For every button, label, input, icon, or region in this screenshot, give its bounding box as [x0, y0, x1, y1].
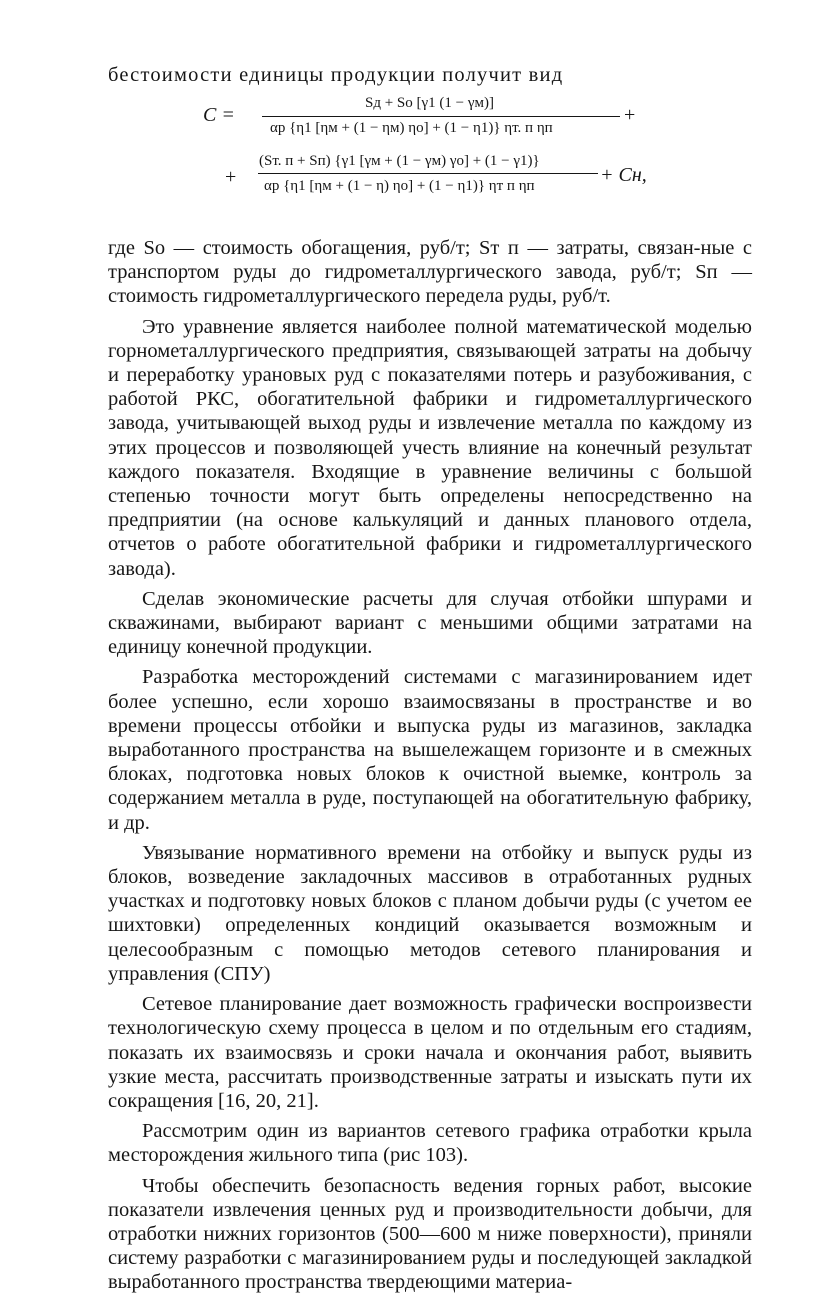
paragraph-network-planning: Сетевое планирование дает возможность графически воспроизвести технологическую схему процесса в целом и по отдельным его стадиям, показать их взаимосвязь и сроки начала и окончания работ, выявить узкие места, рассчитать производственные затраты и изыскать пути их сокращения [16, 20, 21].	[108, 993, 752, 1112]
formula-term1-numerator: Sд + Sо [γ1 (1 − γм)]	[365, 95, 494, 111]
formula-lhs: C =	[203, 104, 235, 126]
paragraph-magazining: Разработка месторождений системами с магазинированием идет более успешно, если хорошо взаимосвязаны в пространстве и во времени процессы отбойки и выпуска руды из магазинов, закладка выработанного пространства на вышележащем горизонте и в смежных блоках, подготовка новых блоков к очистной выемке, контроль за содержанием металла в руде, поступающей на обогатительную фабрику, и др.	[108, 666, 752, 834]
paragraph-safety: Чтобы обеспечить безопасность ведения горных работ, высокие показатели извлечения ценных руд и производительности добычи, для отработки нижних горизонтов (500—600 м ниже поверхности), приняли систему разработки с магазинированием руды и последующей закладкой выработанного пространства твердеющими материа-	[108, 1174, 752, 1294]
paragraph-economic-calc: Сделав экономические расчеты для случая отбойки шпурами и скважинами, выбирают вариант с меньшими общими затратами на единицу конечной продукции.	[108, 587, 752, 659]
paragraph-model: Это уравнение является наиболее полной математической моделью горнометаллургического предприятия, связывающей затраты на добычу и переработку урановых руд с показателями потерь и разубоживания, с работой РКС, обогатительной фабрики и гидрометаллургического завода, учитывающей выход руды и извлечение металла по каждому из этих процессов и позволяющей учесть влияние на конечный результат каждого показателя. Входящие в уравнение величины с большой степенью точности могут быть определены непосредственно на предприятии (на основе калькуляций и данных планового отдела, отчетов о работе обогатительной фабрики и гидрометаллургического завода).	[108, 315, 752, 580]
paragraph-network-graph: Рассмотрим один из вариантов сетевого графика отработки крыла месторождения жильного типа (рис 103).	[108, 1120, 752, 1167]
formula-term2-denominator: αр {η1 [ηм + (1 − η) ηо] + (1 − η1)} ηт п ηп	[264, 178, 535, 194]
formula-tail: + Cн,	[600, 164, 647, 186]
formula-term2-numerator: (Sт. п + Sп) {γ1 [γм + (1 − γм) γо] + (1 − γ1)}	[259, 153, 540, 169]
formula-plus-right: +	[624, 104, 636, 126]
body-text	[108, 236, 752, 1301]
paragraph-definitions: где Sо — стоимость обогащения, руб/т; Sт п — затраты, связан-ные с транспортом руды до гидрометаллургического завода, руб/т; Sп — стоимость гидрометаллургического передела руды, руб/т.	[108, 237, 752, 308]
formula-plus-left: +	[225, 166, 237, 188]
formula-term1-denominator: αр {η1 [ηм + (1 − ηм) ηо] + (1 − η1)} ηт. п ηп	[270, 120, 553, 136]
paragraph-normative-time: Увязывание нормативного времени на отбойку и выпуск руды из блоков, возведение закладочных массивов в отработанных рудных участках и подготовку новых блоков с планом добычи руды (с учетом ее шихтовки) определенных кондиций оказывается возможным и целесообразным с помощью методов сетевого планирования и управления (СПУ)	[108, 841, 752, 985]
formula-term2-bar	[258, 173, 598, 174]
formula-term1-bar	[262, 116, 620, 117]
cost-formula	[0, 0, 821, 260]
lead-line: бестоимости единицы продукции получит вид	[108, 64, 564, 86]
